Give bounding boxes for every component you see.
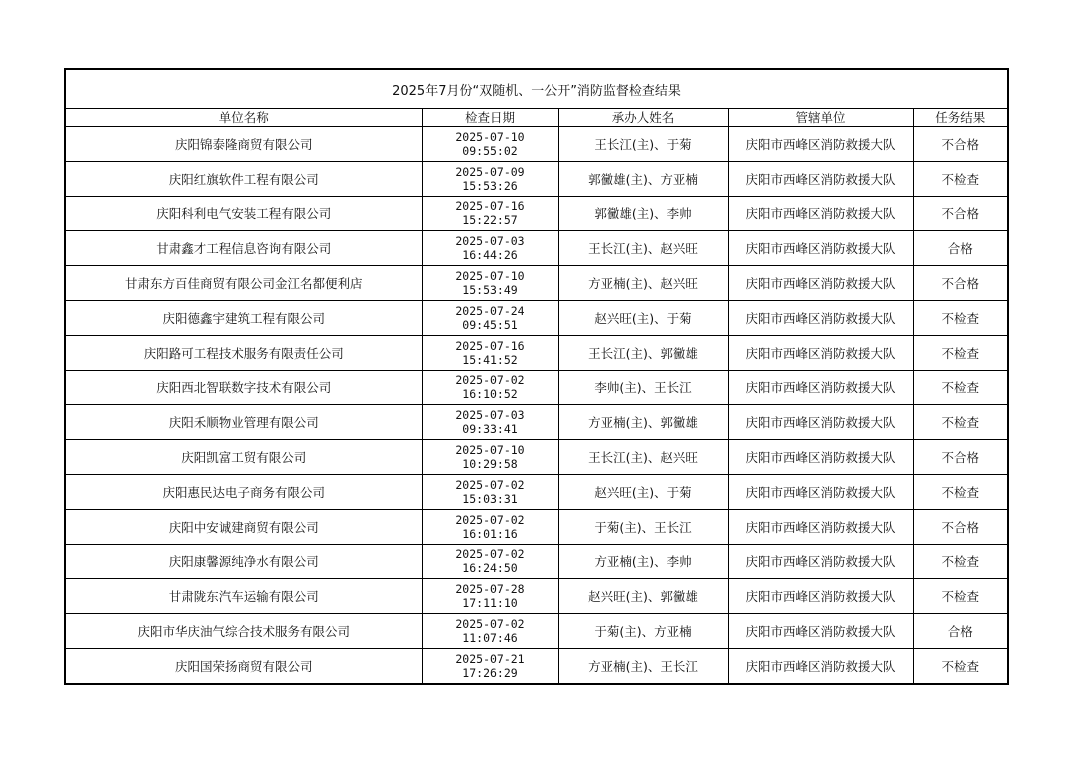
- table-row: [65, 335, 1008, 370]
- table-row: [65, 127, 1008, 162]
- cell-task-result: 不检查: [913, 474, 1008, 509]
- table-row: [65, 266, 1008, 301]
- cell-unit-name: 庆阳红旗软件工程有限公司: [65, 161, 422, 196]
- inspection-date-value: 2025-07-03: [455, 408, 525, 423]
- header-row: [65, 109, 1008, 127]
- cell-task-result: 不检查: [913, 544, 1008, 579]
- cell-inspector-name: 于菊(主)、王长江: [558, 509, 728, 544]
- cell-unit-name: 庆阳惠民达电子商务有限公司: [65, 474, 422, 509]
- cell-inspector-name: 郭黴雄(主)、李帅: [558, 196, 728, 231]
- inspection-date-value: 2025-07-02: [455, 373, 525, 388]
- cell-inspection-date: [422, 405, 558, 440]
- cell-inspector-name: 赵兴旺(主)、郭黴雄: [558, 579, 728, 614]
- cell-inspection-date: [422, 300, 558, 335]
- cell-jurisdiction-unit: 庆阳市西峰区消防救援大队: [728, 579, 913, 614]
- cell-task-result: 不合格: [913, 127, 1008, 162]
- cell-task-result: 不检查: [913, 161, 1008, 196]
- cell-inspection-date: [422, 509, 558, 544]
- cell-inspector-name: 王长江(主)、郭黴雄: [558, 335, 728, 370]
- cell-inspector-name: 郭黴雄(主)、方亚楠: [558, 161, 728, 196]
- cell-jurisdiction-unit: 庆阳市西峰区消防救援大队: [728, 127, 913, 162]
- cell-unit-name: 庆阳市华庆油气综合技术服务有限公司: [65, 614, 422, 649]
- inspection-results-table: [64, 68, 1009, 685]
- table-row: [65, 196, 1008, 231]
- inspection-time-value: 17:11:10: [462, 596, 518, 611]
- cell-task-result: 不检查: [913, 335, 1008, 370]
- table-row: [65, 544, 1008, 579]
- table-row: [65, 648, 1008, 683]
- inspection-date-value: 2025-07-09: [455, 164, 525, 179]
- cell-inspection-date: [422, 474, 558, 509]
- cell-inspection-date: [422, 231, 558, 266]
- inspection-date-value: 2025-07-02: [455, 547, 525, 562]
- cell-inspector-name: 赵兴旺(主)、于菊: [558, 474, 728, 509]
- results-sheet: [64, 68, 1007, 685]
- inspection-time-value: 11:07:46: [462, 631, 518, 646]
- cell-jurisdiction-unit: 庆阳市西峰区消防救援大队: [728, 266, 913, 301]
- inspection-time-value: 16:10:52: [462, 387, 518, 402]
- header-unit-name: 单位名称: [65, 109, 422, 127]
- cell-unit-name: 庆阳凯富工贸有限公司: [65, 440, 422, 475]
- inspection-time-value: 15:41:52: [462, 352, 518, 367]
- cell-inspection-date: [422, 544, 558, 579]
- cell-task-result: 不合格: [913, 196, 1008, 231]
- inspection-date-value: 2025-07-10: [455, 269, 525, 284]
- cell-jurisdiction-unit: 庆阳市西峰区消防救援大队: [728, 335, 913, 370]
- cell-task-result: 不合格: [913, 266, 1008, 301]
- cell-inspector-name: 方亚楠(主)、郭黴雄: [558, 405, 728, 440]
- inspection-time-value: 10:29:58: [462, 457, 518, 472]
- cell-jurisdiction-unit: 庆阳市西峰区消防救援大队: [728, 544, 913, 579]
- cell-unit-name: 庆阳路可工程技术服务有限责任公司: [65, 335, 422, 370]
- cell-inspection-date: [422, 161, 558, 196]
- cell-jurisdiction-unit: 庆阳市西峰区消防救援大队: [728, 370, 913, 405]
- cell-inspector-name: 王长江(主)、赵兴旺: [558, 231, 728, 266]
- inspection-time-value: 09:33:41: [462, 422, 518, 437]
- cell-jurisdiction-unit: 庆阳市西峰区消防救援大队: [728, 648, 913, 683]
- cell-jurisdiction-unit: 庆阳市西峰区消防救援大队: [728, 440, 913, 475]
- cell-unit-name: 甘肃东方百佳商贸有限公司金江名都便利店: [65, 266, 422, 301]
- table-row: [65, 509, 1008, 544]
- cell-inspection-date: [422, 614, 558, 649]
- cell-unit-name: 庆阳科利电气安装工程有限公司: [65, 196, 422, 231]
- cell-task-result: 不检查: [913, 579, 1008, 614]
- inspection-time-value: 09:55:02: [462, 143, 518, 158]
- inspection-date-value: 2025-07-21: [455, 651, 525, 666]
- inspection-date-value: 2025-07-03: [455, 234, 525, 249]
- cell-inspector-name: 赵兴旺(主)、于菊: [558, 300, 728, 335]
- cell-jurisdiction-unit: 庆阳市西峰区消防救援大队: [728, 300, 913, 335]
- inspection-date-value: 2025-07-24: [455, 303, 525, 318]
- cell-jurisdiction-unit: 庆阳市西峰区消防救援大队: [728, 231, 913, 266]
- cell-task-result: 不合格: [913, 509, 1008, 544]
- inspection-date-value: 2025-07-16: [455, 199, 525, 214]
- cell-inspector-name: 李帅(主)、王长江: [558, 370, 728, 405]
- inspection-date-value: 2025-07-02: [455, 512, 525, 527]
- cell-jurisdiction-unit: 庆阳市西峰区消防救援大队: [728, 509, 913, 544]
- inspection-time-value: 16:24:50: [462, 561, 518, 576]
- cell-inspector-name: 方亚楠(主)、李帅: [558, 544, 728, 579]
- cell-jurisdiction-unit: 庆阳市西峰区消防救援大队: [728, 405, 913, 440]
- inspection-time-value: 17:26:29: [462, 665, 518, 680]
- inspection-date-value: 2025-07-02: [455, 617, 525, 632]
- cell-inspector-name: 方亚楠(主)、王长江: [558, 648, 728, 683]
- table-row: [65, 440, 1008, 475]
- cell-unit-name: 庆阳中安诚建商贸有限公司: [65, 509, 422, 544]
- cell-unit-name: 庆阳禾顺物业管理有限公司: [65, 405, 422, 440]
- cell-unit-name: 庆阳德鑫宇建筑工程有限公司: [65, 300, 422, 335]
- cell-inspector-name: 于菊(主)、方亚楠: [558, 614, 728, 649]
- cell-inspection-date: [422, 370, 558, 405]
- cell-task-result: 不合格: [913, 440, 1008, 475]
- inspection-time-value: 16:01:16: [462, 526, 518, 541]
- cell-task-result: 不检查: [913, 648, 1008, 683]
- cell-jurisdiction-unit: 庆阳市西峰区消防救援大队: [728, 614, 913, 649]
- header-jurisdiction-unit: 管辖单位: [728, 109, 913, 127]
- cell-inspection-date: [422, 440, 558, 475]
- table-row: [65, 405, 1008, 440]
- table-row: [65, 474, 1008, 509]
- cell-jurisdiction-unit: 庆阳市西峰区消防救援大队: [728, 161, 913, 196]
- cell-task-result: 合格: [913, 231, 1008, 266]
- cell-inspection-date: [422, 266, 558, 301]
- table-row: [65, 370, 1008, 405]
- inspection-time-value: 15:53:26: [462, 178, 518, 193]
- table-row: [65, 300, 1008, 335]
- table-row: [65, 614, 1008, 649]
- inspection-date-value: 2025-07-10: [455, 129, 525, 144]
- inspection-time-value: 15:03:31: [462, 491, 518, 506]
- cell-inspection-date: [422, 127, 558, 162]
- table-row: [65, 161, 1008, 196]
- header-inspector-name: 承办人姓名: [558, 109, 728, 127]
- table-title: 2025年7月份“双随机、一公开”消防监督检查结果: [65, 69, 1008, 109]
- cell-jurisdiction-unit: 庆阳市西峰区消防救援大队: [728, 196, 913, 231]
- cell-unit-name: 庆阳康馨源纯净水有限公司: [65, 544, 422, 579]
- inspection-time-value: 15:53:49: [462, 283, 518, 298]
- cell-inspection-date: [422, 196, 558, 231]
- inspection-date-value: 2025-07-02: [455, 477, 525, 492]
- header-inspection-date: 检查日期: [422, 109, 558, 127]
- cell-inspection-date: [422, 579, 558, 614]
- cell-task-result: 不检查: [913, 370, 1008, 405]
- title-row: [65, 69, 1008, 109]
- cell-task-result: 合格: [913, 614, 1008, 649]
- cell-unit-name: 庆阳西北智联数字技术有限公司: [65, 370, 422, 405]
- table-row: [65, 579, 1008, 614]
- inspection-time-value: 09:45:51: [462, 317, 518, 332]
- inspection-time-value: 15:22:57: [462, 213, 518, 228]
- cell-inspector-name: 方亚楠(主)、赵兴旺: [558, 266, 728, 301]
- cell-inspection-date: [422, 648, 558, 683]
- cell-unit-name: 甘肃鑫才工程信息咨询有限公司: [65, 231, 422, 266]
- cell-unit-name: 庆阳国荣扬商贸有限公司: [65, 648, 422, 683]
- header-task-result: 任务结果: [913, 109, 1008, 127]
- cell-unit-name: 甘肃陇东汽车运输有限公司: [65, 579, 422, 614]
- cell-task-result: 不检查: [913, 300, 1008, 335]
- table-row: [65, 231, 1008, 266]
- cell-task-result: 不检查: [913, 405, 1008, 440]
- cell-unit-name: 庆阳锦泰隆商贸有限公司: [65, 127, 422, 162]
- inspection-date-value: 2025-07-16: [455, 338, 525, 353]
- inspection-date-value: 2025-07-28: [455, 582, 525, 597]
- cell-inspector-name: 王长江(主)、赵兴旺: [558, 440, 728, 475]
- inspection-date-value: 2025-07-10: [455, 443, 525, 458]
- cell-inspection-date: [422, 335, 558, 370]
- cell-jurisdiction-unit: 庆阳市西峰区消防救援大队: [728, 474, 913, 509]
- cell-inspector-name: 王长江(主)、于菊: [558, 127, 728, 162]
- inspection-time-value: 16:44:26: [462, 248, 518, 263]
